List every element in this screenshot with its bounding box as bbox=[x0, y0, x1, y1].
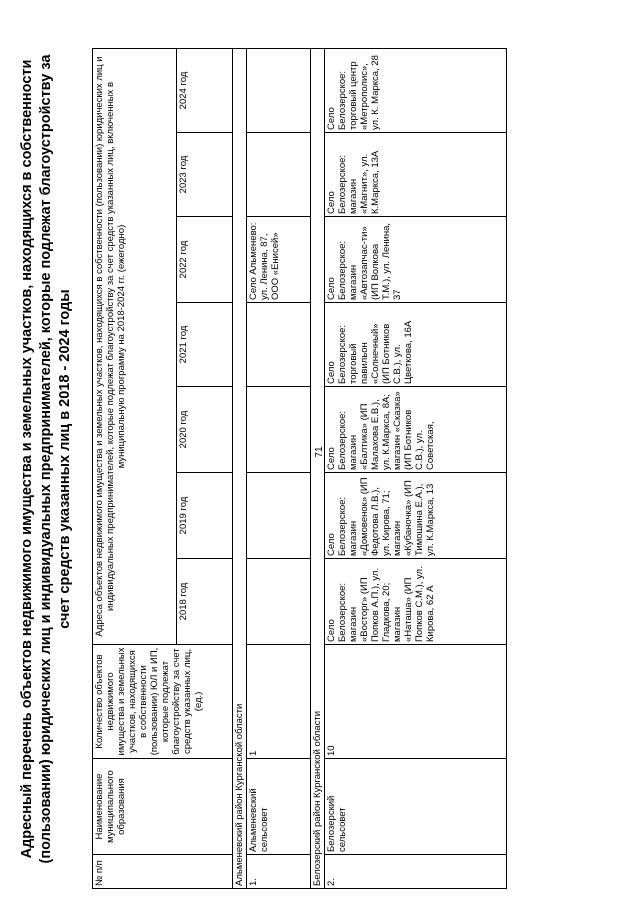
row-num: 2. bbox=[325, 855, 507, 889]
row-year-2024 bbox=[247, 49, 311, 133]
row-municipality: Белозерский сельсовет bbox=[325, 759, 507, 855]
header-num: № п/п bbox=[93, 855, 233, 889]
header-row bbox=[93, 49, 177, 889]
header-year-2021: 2021 год bbox=[177, 303, 233, 387]
header-year-2019: 2019 год bbox=[177, 473, 233, 559]
row-year-2018 bbox=[247, 559, 311, 645]
header-year-2023: 2023 год bbox=[177, 133, 233, 217]
region-name: Белозерский район Курганской области bbox=[311, 49, 325, 889]
table-row bbox=[247, 49, 311, 889]
row-year-2021: Село Белозерское: торговый павильон «Солнечный» (ИП Ботников С.В.), ул. Цветкова, 16А bbox=[325, 303, 507, 387]
row-year-2023 bbox=[247, 133, 311, 217]
header-count: Количество объектов недвижимого имущества и земельных участков, находящихся в собственности (пользовании) ЮЛ и ИП, которые подлежат благоустройству за счет средств указанных лиц, (ед.) bbox=[93, 645, 233, 759]
region-row bbox=[311, 49, 325, 889]
row-municipality: Альменевский сельсовет bbox=[247, 759, 311, 855]
header-municipality: Наименование муниципального образования bbox=[93, 759, 233, 855]
row-year-2018: Село Белозерское: магазин «Восторг» (ИП Попков А.П.), ул. Гладкова, 20; магазин «Наташа» (ИП Попков С.М.), ул. Кирова, 62 А bbox=[325, 559, 507, 645]
header-year-2020: 2020 год bbox=[177, 387, 233, 473]
header-year-2018: 2018 год bbox=[177, 559, 233, 645]
row-year-2019 bbox=[247, 473, 311, 559]
header-year-2022: 2022 год bbox=[177, 217, 233, 303]
page-number: 71 bbox=[314, 446, 325, 458]
region-row bbox=[233, 49, 247, 889]
row-year-2024: Село Белозерское: торговый центр «Метрополис», ул. К. Маркса, 28 bbox=[325, 49, 507, 133]
row-year-2020: Село Белозерское: магазин «Балтика» (ИП Малахова Е.В.), ул. К.Маркса, 8А; магазин «Сказка» (ИП Ботников С.В.), ул. Советская, bbox=[325, 387, 507, 473]
region-name: Альменевский район Курганской области bbox=[233, 49, 247, 889]
header-addresses: Адреса объектов недвижимого имущества и земельных участков, находящихся в собственности (пользовании) юридических лиц и индивидуальных предпринимателей, которые подлежат благоустройству за счет средств указанных лиц, включенных в муниципальную программу на 2018-2024 гг. (ежегодно) bbox=[93, 49, 177, 645]
document-title: Адресный перечень объектов недвижимого имущества и земельных участков, находящихся в собственности (пользовании) юридических лиц и индивидуальных предпринимателей, которые подлежат благоустройству за счет средств указанных лиц в 2018 - 2024 годы bbox=[19, 54, 73, 864]
table-row bbox=[325, 49, 507, 889]
header-year-2024: 2024 год bbox=[177, 49, 233, 133]
row-year-2019: Село Белозерское: магазин «Домовенок» (ИП Федотова Л.В.), ул. Кирова, 71; магазин «Кубаночка» (ИП Тимошина Е.А.), ул. К.Маркса, 13 bbox=[325, 473, 507, 559]
rotated-page-content bbox=[16, 34, 516, 889]
row-year-2022: Село Белозерское: магазин «Автозапчас-ти» (ИП Волкова Т.М.), ул. Ленина, 37 bbox=[325, 217, 507, 303]
row-count: 10 bbox=[325, 645, 507, 759]
row-year-2020 bbox=[247, 387, 311, 473]
row-num: 1. bbox=[247, 855, 311, 889]
row-count: 1 bbox=[247, 645, 311, 759]
row-year-2021 bbox=[247, 303, 311, 387]
row-year-2022: Село Альменево: ул. Ленина, 87, ООО «Енисей» bbox=[247, 217, 311, 303]
address-table bbox=[92, 48, 507, 889]
row-year-2023: Село Белозерское: магазин «Магнит», ул. К.Маркса, 13А bbox=[325, 133, 507, 217]
